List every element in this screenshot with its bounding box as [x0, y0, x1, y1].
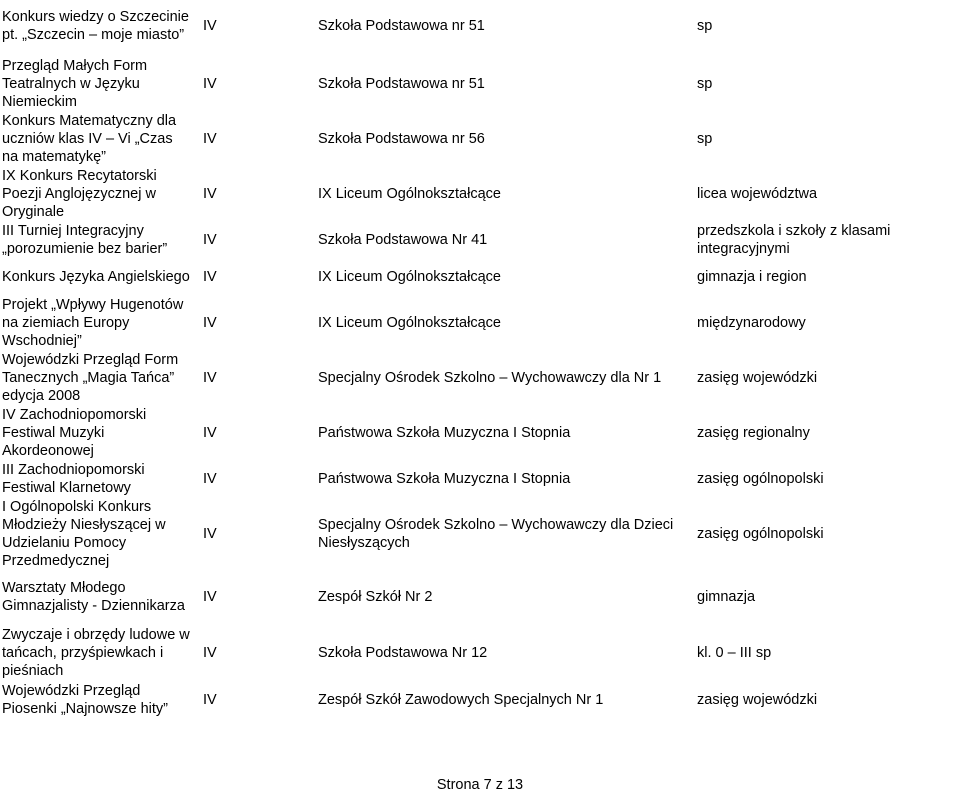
school-name-line: Państwowa Szkoła Muzyczna I Stopnia [318, 471, 571, 487]
event-name-line: Konkurs wiedzy o Szczecinie [2, 9, 189, 25]
event-name-line: Udzielaniu Pomocy [2, 535, 127, 551]
event-name [2, 579, 198, 615]
event-name [2, 461, 198, 497]
stage-value: IV [203, 186, 217, 202]
event-name-line: Warsztaty Młodego [2, 580, 126, 596]
event-range-line: sp [697, 76, 713, 92]
event-range [697, 75, 957, 93]
stage-value: IV [203, 589, 217, 605]
event-name [2, 57, 198, 111]
event-name-line: Wschodniej” [2, 333, 82, 349]
event-name-line: III Zachodniopomorski [2, 462, 145, 478]
school-name-line: Specjalny Ośrodek Szkolno – Wychowawczy dla Dzieci [318, 517, 674, 533]
event-range-line: gimnazja [697, 589, 756, 605]
event-range [697, 470, 957, 488]
event-name-line: Zwyczaje i obrzędy ludowe w [2, 627, 190, 643]
event-name [2, 351, 198, 405]
event-name-line: Festiwal Muzyki [2, 425, 105, 441]
school-name-line: IX Liceum Ogólnokształcące [318, 186, 501, 202]
school-name [318, 268, 688, 286]
event-name [2, 222, 198, 258]
school-name-line: Państwowa Szkoła Muzyczna I Stopnia [318, 425, 571, 441]
event-name [2, 112, 198, 166]
event-range [697, 222, 957, 258]
school-name-line: Zespół Szkół Nr 2 [318, 589, 433, 605]
event-name-line: edycja 2008 [2, 388, 81, 404]
event-name [2, 167, 198, 221]
event-name-line: Poezji Anglojęzycznej w [2, 186, 156, 202]
event-name [2, 498, 198, 570]
school-name-line: Szkoła Podstawowa nr 51 [318, 18, 485, 34]
school-name [318, 130, 688, 148]
school-name [318, 314, 688, 332]
school-name-line: Szkoła Podstawowa Nr 12 [318, 645, 488, 661]
event-range-line: zasięg regionalny [697, 425, 810, 441]
event-name-line: IV Zachodniopomorski [2, 407, 147, 423]
event-name [2, 268, 198, 286]
event-name-line: Niemieckim [2, 94, 77, 110]
event-name-line: uczniów klas IV – Vi „Czas [2, 131, 173, 147]
school-name [318, 369, 688, 387]
stage-value: IV [203, 232, 217, 248]
school-name-line: Niesłyszących [318, 535, 410, 551]
event-name-line: Projekt „Wpływy Hugenotów [2, 297, 184, 313]
school-name-line: IX Liceum Ogólnokształcące [318, 315, 501, 331]
event-range-line: zasięg ogólnopolski [697, 526, 824, 542]
school-name-line: Szkoła Podstawowa Nr 41 [318, 232, 488, 248]
stage-value: IV [203, 370, 217, 386]
event-range [697, 369, 957, 387]
school-name [318, 424, 688, 442]
event-range-line: zasięg ogólnopolski [697, 471, 824, 487]
event-name-line: pieśniach [2, 663, 64, 679]
event-range-line: przedszkola i szkoły z klasami [697, 223, 891, 239]
event-range [697, 588, 957, 606]
event-range-line: sp [697, 18, 713, 34]
school-name-line: Szkoła Podstawowa nr 56 [318, 131, 485, 147]
event-range-line: zasięg wojewódzki [697, 370, 818, 386]
event-range-line: sp [697, 131, 713, 147]
event-name-line: Konkurs Matematyczny dla [2, 113, 177, 129]
school-name [318, 231, 688, 249]
event-range [697, 17, 957, 35]
page-footer: Strona 7 z 13 [436, 777, 524, 793]
event-range-line: zasięg wojewódzki [697, 692, 818, 708]
event-range-line: kl. 0 – III sp [697, 645, 772, 661]
stage-value: IV [203, 76, 217, 92]
school-name [318, 691, 688, 709]
event-name [2, 406, 198, 460]
event-name-line: Przedmedycznej [2, 553, 110, 569]
school-name [318, 75, 688, 93]
school-name [318, 185, 688, 203]
school-name-line: Szkoła Podstawowa nr 51 [318, 76, 485, 92]
event-name-line: „porozumienie bez barier” [2, 241, 168, 257]
event-range [697, 424, 957, 442]
event-range [697, 268, 957, 286]
event-name-line: Tanecznych „Magia Tańca” [2, 370, 175, 386]
event-name-line: Teatralnych w Języku [2, 76, 140, 92]
event-name [2, 296, 198, 350]
event-range [697, 525, 957, 543]
event-name-line: Festiwal Klarnetowy [2, 480, 131, 496]
event-range [697, 644, 957, 662]
school-name [318, 588, 688, 606]
event-range [697, 691, 957, 709]
event-name-line: I Ogólnopolski Konkurs [2, 499, 152, 515]
stage-value: IV [203, 471, 217, 487]
event-name [2, 626, 198, 680]
event-name-line: Gimnazjalisty - Dziennikarza [2, 598, 185, 614]
school-name [318, 17, 688, 35]
event-name [2, 8, 198, 44]
school-name-line: Specjalny Ośrodek Szkolno – Wychowawczy dla Nr 1 [318, 370, 662, 386]
event-range-line: integracyjnymi [697, 241, 790, 257]
stage-value: IV [203, 131, 217, 147]
stage-value: IV [203, 645, 217, 661]
stage-value: IV [203, 18, 217, 34]
school-name-line: IX Liceum Ogólnokształcące [318, 269, 501, 285]
event-range-line: licea województwa [697, 186, 818, 202]
event-name-line: na matematykę” [2, 149, 106, 165]
event-range [697, 314, 957, 332]
stage-value: IV [203, 526, 217, 542]
event-range [697, 130, 957, 148]
stage-value: IV [203, 269, 217, 285]
event-range-line: gimnazja i region [697, 269, 807, 285]
stage-value: IV [203, 425, 217, 441]
event-name-line: Akordeonowej [2, 443, 94, 459]
stage-value: IV [203, 315, 217, 331]
school-name-line: Zespół Szkół Zawodowych Specjalnych Nr 1 [318, 692, 604, 708]
event-name-line: Wojewódzki Przegląd [2, 683, 141, 699]
event-name [2, 682, 198, 718]
event-name-line: pt. „Szczecin – moje miasto” [2, 27, 185, 43]
school-name [318, 516, 688, 552]
event-name-line: Piosenki „Najnowsze hity” [2, 701, 169, 717]
event-range [697, 185, 957, 203]
stage-value: IV [203, 692, 217, 708]
event-name-line: III Turniej Integracyjny [2, 223, 144, 239]
event-name-line: Oryginale [2, 204, 65, 220]
school-name [318, 644, 688, 662]
event-range-line: międzynarodowy [697, 315, 806, 331]
event-name-line: Wojewódzki Przegląd Form [2, 352, 179, 368]
event-name-line: Przegląd Małych Form [2, 58, 148, 74]
event-name-line: Młodzieży Niesłyszącej w [2, 517, 166, 533]
event-name-line: IX Konkurs Recytatorski [2, 168, 157, 184]
event-name-line: tańcach, przyśpiewkach i [2, 645, 164, 661]
event-name-line: Konkurs Języka Angielskiego [2, 269, 190, 285]
event-name-line: na ziemiach Europy [2, 315, 130, 331]
school-name [318, 470, 688, 488]
